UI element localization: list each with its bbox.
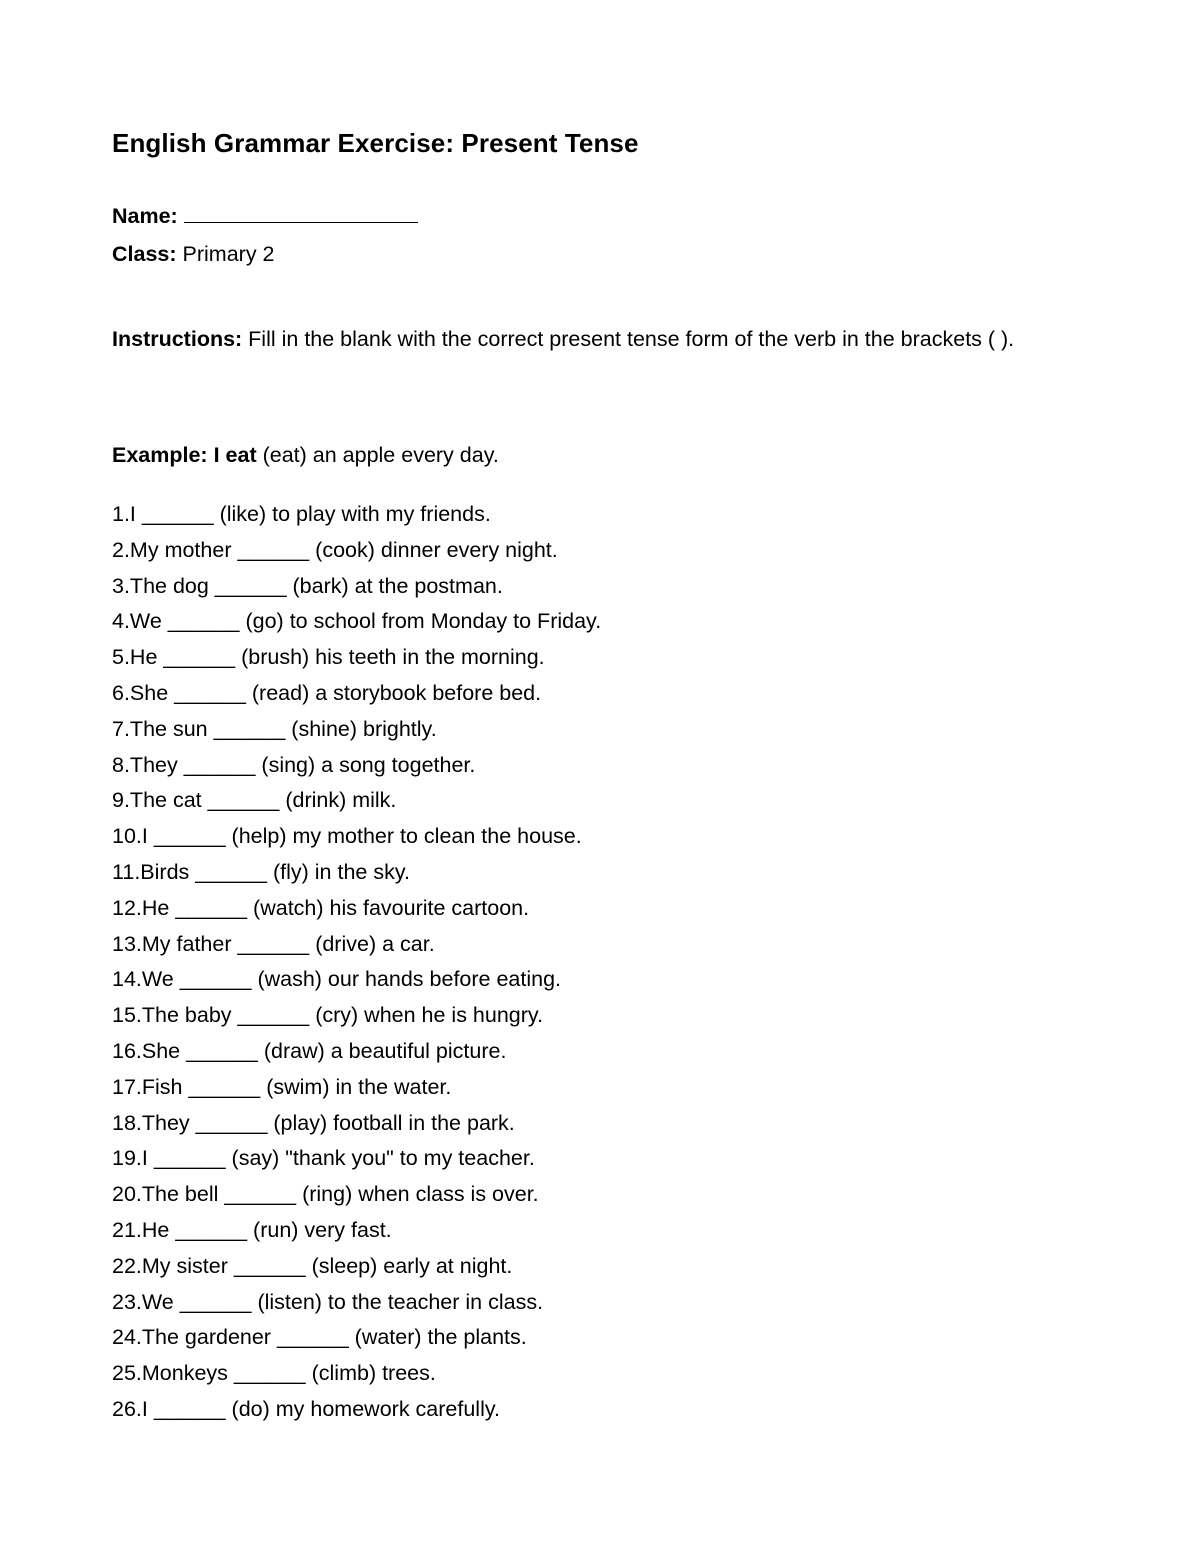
question-item: 7.The sun ______ (shine) brightly. — [112, 716, 437, 741]
question-item: 20.The bell ______ (ring) when class is over. — [112, 1182, 539, 1207]
question-item: 16.She ______ (draw) a beautiful picture. — [112, 1038, 507, 1063]
question-item: 19.I ______ (say) "thank you" to my teacher. — [112, 1146, 535, 1171]
question-item: 23.We ______ (listen) to the teacher in class. — [112, 1289, 544, 1314]
question-item: 21.He ______ (run) very fast. — [112, 1217, 392, 1242]
question-list — [112, 500, 601, 1431]
name-blank[interactable] — [184, 202, 418, 223]
question-item: 4.We ______ (go) to school from Monday to Friday. — [112, 609, 602, 634]
question-item: 10.I ______ (help) my mother to clean the house. — [112, 824, 582, 849]
class-value: Primary 2 — [176, 242, 275, 266]
question-item: 9.The cat ______ (drink) milk. — [112, 788, 397, 813]
question-item: 24.The gardener ______ (water) the plants. — [112, 1325, 527, 1350]
example-answer: I eat — [207, 443, 257, 467]
example-line — [112, 441, 499, 469]
question-item: 1.I ______ (like) to play with my friends. — [112, 502, 491, 526]
question-item: 13.My father ______ (drive) a car. — [112, 931, 435, 956]
question-item: 14.We ______ (wash) our hands before eating. — [112, 967, 562, 992]
example-label: Example: — [112, 443, 208, 467]
question-item: 12.He ______ (watch) his favourite cartoon. — [112, 895, 530, 920]
question-item: 8.They ______ (sing) a song together. — [112, 752, 476, 777]
question-item: 6.She ______ (read) a storybook before bed. — [112, 680, 542, 705]
question-item: 25.Monkeys ______ (climb) trees. — [112, 1361, 436, 1386]
example-rest: (eat) an apple every day. — [256, 443, 499, 467]
question-item: 5.He ______ (brush) his teeth in the morning. — [112, 645, 545, 670]
instructions-label: Instructions: — [112, 327, 243, 351]
page-title: English Grammar Exercise: Present Tense — [112, 128, 639, 158]
question-item: 18.They ______ (play) football in the park. — [112, 1110, 515, 1135]
instructions — [112, 320, 1077, 358]
name-line — [112, 202, 418, 230]
question-item: 26.I ______ (do) my homework carefully. — [112, 1396, 500, 1421]
class-label: Class: — [112, 242, 177, 266]
question-item: 22.My sister ______ (sleep) early at night. — [112, 1253, 513, 1278]
question-item: 3.The dog ______ (bark) at the postman. — [112, 573, 503, 598]
name-label: Name: — [112, 204, 178, 228]
question-item: 11.Birds ______ (fly) in the sky. — [112, 859, 410, 884]
class-line — [112, 240, 275, 268]
question-item: 17.Fish ______ (swim) in the water. — [112, 1074, 452, 1099]
question-item: 2.My mother ______ (cook) dinner every night. — [112, 537, 558, 562]
instructions-text: Fill in the blank with the correct present tense form of the verb in the brackets ( ). — [242, 327, 1015, 351]
question-item: 15.The baby ______ (cry) when he is hungry. — [112, 1003, 544, 1028]
